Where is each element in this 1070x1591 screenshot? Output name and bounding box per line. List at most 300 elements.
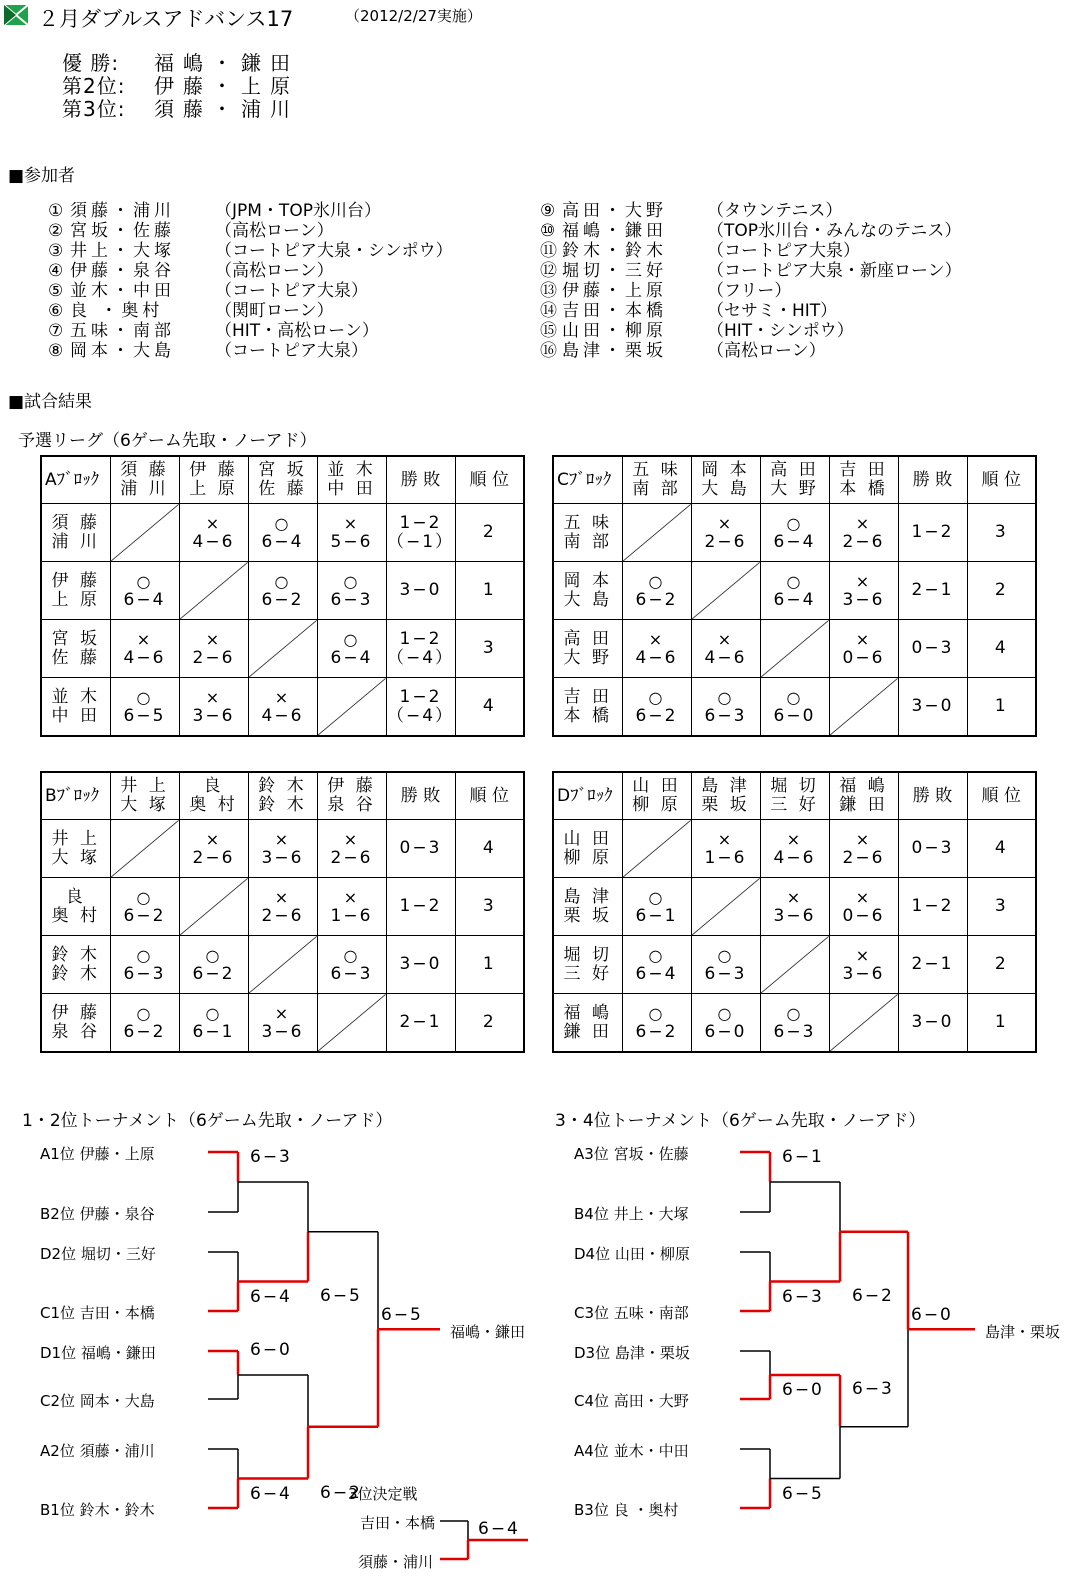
result-mark: ○ (786, 513, 803, 533)
participant-number: ⑭ (540, 301, 557, 321)
player-name: 佐 藤 (51, 647, 100, 668)
result-score: 6−0 (704, 1021, 747, 1042)
result-score: 4−6 (123, 647, 166, 668)
bracket-entry: D2位 堀切・三好 (40, 1245, 156, 1263)
player-name: 中 田 (51, 705, 100, 726)
third-place-score: 6−4 (478, 1519, 520, 1539)
player-name: 吉 田 (839, 460, 888, 480)
rank-header: 順 位 (967, 456, 1036, 504)
results-heading: ■試合結果 (8, 392, 93, 412)
participant-number: ⑯ (540, 341, 557, 361)
participant-number: ③ (48, 241, 64, 261)
result-score: 6−2 (192, 963, 235, 984)
player-name: 佐 藤 (258, 479, 307, 499)
rank-header: 順 位 (455, 456, 524, 504)
placing-names: 福嶋・鎌田 (154, 51, 299, 75)
player-name: 上 原 (51, 589, 100, 610)
result-mark: × (343, 513, 360, 533)
player-name: 五 味 (632, 460, 681, 480)
block-name: Cﾌﾞﾛｯｸ (553, 456, 622, 504)
rank-value: 3 (455, 878, 524, 936)
player-name: 大 塚 (120, 795, 169, 815)
winloss: 3−0 (911, 696, 954, 716)
rank-value: 3 (967, 878, 1036, 936)
result-score: 6−2 (123, 905, 166, 926)
result-score: 6−2 (123, 1021, 166, 1042)
player-name: 五 味 (563, 512, 612, 533)
result-mark: × (205, 829, 222, 849)
result-score: 4−6 (635, 647, 678, 668)
player-name: 岡 本 (701, 460, 750, 480)
participant-number: ② (48, 221, 64, 241)
winloss: 1−2 (399, 512, 442, 533)
participant-names: 須藤・浦川 (70, 201, 175, 221)
participant-number: ⑤ (48, 281, 64, 301)
round2-score: 6−3 (852, 1379, 894, 1399)
result-score: 6−1 (635, 905, 678, 926)
winloss: 0−3 (399, 838, 442, 858)
player-name: 良 (203, 776, 224, 796)
rank-value: 2 (967, 936, 1036, 994)
result-mark: ○ (343, 629, 360, 649)
result-score: 6−2 (635, 705, 678, 726)
result-mark: × (274, 887, 291, 907)
participant-club: （コートピア大泉・新座ローン） (707, 261, 962, 281)
result-score: 2−6 (192, 847, 235, 868)
winloss-header: 勝 敗 (898, 772, 967, 820)
bracket-entry: B4位 井上・大塚 (574, 1205, 689, 1223)
participant-club: （高松ローン） (707, 341, 826, 361)
result-score: 2−6 (192, 647, 235, 668)
result-score: 2−6 (261, 905, 304, 926)
result-mark: ○ (648, 687, 665, 707)
rank-header: 順 位 (967, 772, 1036, 820)
result-score: 6−4 (330, 647, 373, 668)
result-score: 6−2 (261, 589, 304, 610)
player-name: 鎌 田 (563, 1021, 612, 1042)
player-name: 須 藤 (51, 512, 100, 533)
final-score: 6−5 (381, 1305, 423, 1326)
round1-score: 6−5 (782, 1483, 824, 1504)
result-score: 1−6 (330, 905, 373, 926)
player-name: 山 田 (632, 776, 681, 796)
result-score: 2−6 (330, 847, 373, 868)
round2-score: 6−2 (852, 1285, 894, 1306)
page-title: ２月ダブルスアドバンス17 (38, 7, 294, 31)
player-name: 大 島 (563, 589, 612, 610)
result-score: 6−2 (635, 589, 678, 610)
result-mark: ○ (136, 571, 153, 591)
result-score: 3−6 (261, 1021, 304, 1042)
result-mark: × (855, 629, 872, 649)
final-score: 6−0 (911, 1305, 953, 1326)
result-score: 2−6 (842, 531, 885, 552)
result-mark: ○ (205, 1003, 222, 1023)
block-name: Aﾌﾞﾛｯｸ (41, 456, 110, 504)
player-name: 高 田 (563, 628, 612, 649)
player-name: 本 橋 (563, 705, 612, 726)
result-mark: ○ (648, 945, 665, 965)
bracket-entry: A1位 伊藤・上原 (40, 1145, 155, 1163)
third-place-player: 須藤・浦川 (358, 1553, 434, 1571)
player-name: 鎌 田 (839, 795, 888, 815)
player-name: 鈴 木 (51, 963, 100, 984)
participant-number: ⑦ (48, 321, 64, 341)
result-mark: × (274, 1003, 291, 1023)
winloss-header: 勝 敗 (898, 456, 967, 504)
winloss: 2−1 (399, 1012, 442, 1032)
result-mark: × (136, 629, 153, 649)
participants-heading: ■参加者 (8, 166, 76, 186)
result-score: 3−6 (842, 589, 885, 610)
player-name: 大 野 (563, 647, 612, 668)
result-mark: ○ (786, 1003, 803, 1023)
participant-club: （関町ローン） (215, 301, 334, 321)
player-name: 島 津 (563, 886, 612, 907)
result-mark: × (343, 829, 360, 849)
player-name: 宮 坂 (258, 460, 307, 480)
player-name: 鈴 木 (258, 795, 307, 815)
result-score: 3−6 (261, 847, 304, 868)
participant-number: ⑧ (48, 341, 64, 361)
game-diff: （−1） (386, 531, 455, 552)
player-name: 鈴 木 (258, 776, 307, 796)
rank-value: 4 (967, 620, 1036, 678)
winloss: 2−1 (911, 580, 954, 600)
round1-score: 6−4 (250, 1286, 292, 1307)
player-name: 本 橋 (839, 479, 888, 499)
result-mark: ○ (136, 687, 153, 707)
result-mark: ○ (136, 945, 153, 965)
player-name: 浦 川 (120, 479, 169, 499)
participant-names: 良 ・奥村 (70, 301, 164, 321)
rank-value: 2 (455, 504, 524, 562)
participant-names: 鈴木・鈴木 (562, 241, 667, 261)
game-diff: （−4） (386, 647, 455, 668)
winloss-header: 勝 敗 (386, 456, 455, 504)
player-name: 栗 坂 (563, 905, 612, 926)
result-mark: ○ (343, 945, 360, 965)
result-score: 4−6 (261, 705, 304, 726)
result-score: 6−4 (773, 589, 816, 610)
result-mark: × (648, 629, 665, 649)
participant-club: （HIT・シンポウ） (707, 321, 854, 341)
third-place-player: 吉田・本橋 (360, 1514, 436, 1532)
round1-score: 6−3 (782, 1286, 824, 1307)
player-name: 大 塚 (51, 847, 100, 868)
third-place-title: 3位決定戦 (348, 1485, 418, 1503)
result-mark: ○ (205, 945, 222, 965)
result-mark: × (855, 829, 872, 849)
result-score: 3−6 (773, 905, 816, 926)
result-score: 6−0 (773, 705, 816, 726)
player-name: 柳 原 (632, 795, 681, 815)
block-name: Dﾌﾞﾛｯｸ (553, 772, 622, 820)
winloss: 3−0 (399, 954, 442, 974)
result-score: 4−6 (773, 847, 816, 868)
player-name: 岡 本 (563, 570, 612, 591)
participant-names: 山田・柳原 (562, 321, 667, 341)
result-mark: ○ (648, 1003, 665, 1023)
result-mark: × (786, 829, 803, 849)
result-score: 4−6 (192, 531, 235, 552)
event-date: （2012/2/27実施） (345, 7, 482, 25)
winloss: 1−2 (399, 686, 442, 707)
player-name: 南 部 (563, 531, 612, 552)
result-mark: × (274, 829, 291, 849)
tournament-3-4-heading: 3・4位トーナメント（6ゲーム先取・ノーアド） (555, 1111, 926, 1131)
player-name: 宮 坂 (51, 628, 100, 649)
participant-number: ④ (48, 261, 64, 281)
player-name: 伊 藤 (327, 776, 376, 796)
winloss: 1−2 (399, 896, 442, 916)
bracket-entry: C3位 五味・南部 (574, 1304, 689, 1322)
winloss: 0−3 (911, 838, 954, 858)
winloss-header: 勝 敗 (386, 772, 455, 820)
result-mark: × (205, 513, 222, 533)
result-score: 6−3 (704, 705, 747, 726)
result-score: 6−3 (330, 589, 373, 610)
result-score: 2−6 (842, 847, 885, 868)
winloss: 1−2 (911, 896, 954, 916)
round1-score: 6−0 (782, 1380, 824, 1400)
player-name: 柳 原 (563, 847, 612, 868)
participant-number: ⑮ (540, 321, 557, 341)
player-name: 南 部 (632, 479, 681, 499)
result-score: 3−6 (192, 705, 235, 726)
player-name: 堀 切 (563, 944, 612, 965)
result-mark: ○ (786, 687, 803, 707)
player-name: 浦 川 (51, 531, 100, 552)
result-mark: ○ (717, 687, 734, 707)
result-mark: ○ (136, 1003, 153, 1023)
rank-value: 2 (455, 994, 524, 1053)
bracket-entry: C1位 吉田・本橋 (40, 1304, 155, 1322)
result-score: 0−6 (842, 647, 885, 668)
result-mark: × (855, 571, 872, 591)
rank-value: 1 (455, 936, 524, 994)
player-name: 須 藤 (120, 460, 169, 480)
result-mark: ○ (648, 887, 665, 907)
result-mark: × (343, 887, 360, 907)
result-mark: × (274, 687, 291, 707)
placing-names: 須藤・浦川 (154, 97, 299, 121)
result-mark: ○ (717, 1003, 734, 1023)
participant-club: （高松ローン） (215, 261, 334, 281)
player-name: 良 (65, 886, 86, 907)
participant-names: 高田・大野 (562, 201, 667, 221)
participant-club: （コートピア大泉） (215, 341, 368, 361)
participant-club: （フリー） (707, 281, 792, 301)
result-score: 1−6 (704, 847, 747, 868)
result-score: 2−6 (704, 531, 747, 552)
tournament-1-2-heading: 1・2位トーナメント（6ゲーム先取・ノーアド） (22, 1111, 393, 1131)
rank-header: 順 位 (455, 772, 524, 820)
player-name: 大 野 (770, 479, 819, 499)
player-name: 三 好 (563, 963, 612, 984)
participant-names: 宮坂・佐藤 (70, 221, 175, 241)
round1-score: 6−3 (250, 1147, 292, 1167)
participant-club: （セサミ・HIT） (707, 301, 838, 321)
winloss: 1−2 (399, 628, 442, 649)
player-name: 中 田 (327, 479, 376, 499)
round2-score: 6−5 (320, 1285, 362, 1306)
result-score: 6−4 (123, 589, 166, 610)
result-score: 6−4 (261, 531, 304, 552)
result-score: 5−6 (330, 531, 373, 552)
placing-names: 伊藤・上原 (154, 74, 299, 98)
round1-score: 6−1 (782, 1147, 824, 1167)
participant-number: ⑬ (540, 281, 557, 301)
placing-label: 第2位: (62, 74, 126, 98)
bracket-entry: B3位 良 ・奥村 (574, 1501, 679, 1519)
participant-club: （HIT・高松ローン） (215, 321, 379, 341)
participant-names: 吉田・本橋 (562, 301, 667, 321)
result-score: 6−5 (123, 705, 166, 726)
participant-names: 堀切・三好 (562, 261, 667, 281)
player-name: 島 津 (701, 776, 750, 796)
winloss: 2−1 (911, 954, 954, 974)
result-mark: × (717, 629, 734, 649)
result-mark: ○ (717, 945, 734, 965)
bracket-entry: D3位 島津・栗坂 (574, 1344, 690, 1362)
participant-names: 島津・栗坂 (562, 341, 667, 361)
result-score: 6−4 (773, 531, 816, 552)
participant-club: （JPM・TOP氷川台） (215, 201, 381, 221)
winloss: 1−2 (911, 522, 954, 542)
game-diff: （−4） (386, 705, 455, 726)
rank-value: 4 (455, 678, 524, 737)
participant-names: 伊藤・泉谷 (70, 261, 175, 281)
player-name: 伊 藤 (189, 460, 238, 480)
result-mark: ○ (274, 571, 291, 591)
tournament-winner: 福嶋・鎌田 (450, 1323, 526, 1342)
participant-club: （コートピア大泉） (707, 241, 860, 261)
player-name: 井 上 (51, 828, 100, 849)
placing-label: 第3位: (62, 97, 126, 121)
bracket-entry: A3位 宮坂・佐藤 (574, 1145, 689, 1163)
round2-score: 6−2 (320, 1482, 362, 1503)
block-name: Bﾌﾞﾛｯｸ (41, 772, 110, 820)
participant-number: ⑫ (540, 261, 557, 281)
participant-number: ① (48, 201, 64, 221)
winloss: 0−3 (911, 638, 954, 658)
player-name: 並 木 (51, 686, 100, 707)
result-mark: × (717, 513, 734, 533)
result-score: 6−3 (773, 1021, 816, 1042)
result-score: 6−4 (635, 963, 678, 984)
player-name: 福 嶋 (839, 776, 888, 796)
player-name: 高 田 (770, 460, 819, 480)
winloss: 3−0 (911, 1012, 954, 1032)
player-name: 上 原 (189, 479, 238, 499)
result-score: 6−2 (635, 1021, 678, 1042)
participant-club: （タウンテニス） (707, 201, 843, 221)
result-score: 6−1 (192, 1021, 235, 1042)
player-name: 泉 谷 (327, 795, 376, 815)
player-name: 吉 田 (563, 686, 612, 707)
bracket-entry: C4位 高田・大野 (574, 1392, 689, 1410)
round1-score: 6−0 (250, 1340, 292, 1360)
result-mark: × (717, 829, 734, 849)
participant-names: 並木・中田 (70, 281, 175, 301)
player-name: 三 好 (770, 795, 819, 815)
bracket-entry: D4位 山田・柳原 (574, 1245, 690, 1263)
player-name: 奥 村 (189, 795, 238, 815)
bracket-entry: D1位 福嶋・鎌田 (40, 1344, 156, 1362)
bracket-entry: A2位 須藤・浦川 (40, 1442, 155, 1460)
result-mark: ○ (136, 887, 153, 907)
player-name: 大 島 (701, 479, 750, 499)
participant-names: 伊藤・上原 (562, 281, 667, 301)
result-mark: × (205, 687, 222, 707)
result-score: 6−3 (123, 963, 166, 984)
player-name: 栗 坂 (701, 795, 750, 815)
result-mark: ○ (648, 571, 665, 591)
player-name: 井 上 (120, 776, 169, 796)
bracket-entry: B1位 鈴木・鈴木 (40, 1501, 155, 1519)
rank-value: 3 (455, 620, 524, 678)
participant-names: 井上・大塚 (70, 241, 175, 261)
rank-value: 3 (967, 504, 1036, 562)
result-mark: ○ (786, 571, 803, 591)
player-name: 並 木 (327, 460, 376, 480)
winloss: 3−0 (399, 580, 442, 600)
result-mark: × (855, 513, 872, 533)
placing-label: 優 勝: (62, 51, 120, 75)
bracket-entry: B2位 伊藤・泉谷 (40, 1205, 155, 1223)
result-mark: ○ (274, 513, 291, 533)
round1-score: 6−4 (250, 1483, 292, 1504)
rank-value: 4 (455, 820, 524, 878)
result-score: 3−6 (842, 963, 885, 984)
player-name: 鈴 木 (51, 944, 100, 965)
participant-names: 五味・南部 (70, 321, 175, 341)
result-score: 6−3 (330, 963, 373, 984)
rank-value: 1 (967, 678, 1036, 737)
participant-names: 福嶋・鎌田 (562, 221, 667, 241)
result-score: 4−6 (704, 647, 747, 668)
player-name: 伊 藤 (51, 1002, 100, 1023)
participant-names: 岡本・大島 (70, 341, 175, 361)
result-score: 0−6 (842, 905, 885, 926)
participant-number: ⑥ (48, 301, 64, 321)
rank-value: 2 (967, 562, 1036, 620)
participant-club: （コートピア大泉・シンポウ） (215, 241, 453, 261)
bracket-entry: A4位 並木・中田 (574, 1442, 689, 1460)
player-name: 山 田 (563, 828, 612, 849)
bracket-entry: C2位 岡本・大島 (40, 1392, 155, 1410)
result-mark: ○ (343, 571, 360, 591)
player-name: 堀 切 (770, 776, 819, 796)
participant-number: ⑨ (540, 201, 556, 221)
player-name: 奥 村 (51, 905, 100, 926)
player-name: 伊 藤 (51, 570, 100, 591)
participant-club: （TOP氷川台・みんなのテニス） (707, 221, 962, 241)
result-mark: × (855, 887, 872, 907)
rank-value: 1 (455, 562, 524, 620)
league-heading: 予選リーグ（6ゲーム先取・ノーアド） (18, 431, 317, 451)
result-mark: × (855, 945, 872, 965)
participant-club: （高松ローン） (215, 221, 334, 241)
rank-value: 4 (967, 820, 1036, 878)
participant-number: ⑩ (540, 221, 556, 241)
result-score: 6−3 (704, 963, 747, 984)
result-mark: × (205, 629, 222, 649)
player-name: 泉 谷 (51, 1021, 100, 1042)
tournament-winner: 島津・栗坂 (985, 1323, 1061, 1342)
participant-number: ⑪ (540, 241, 557, 261)
